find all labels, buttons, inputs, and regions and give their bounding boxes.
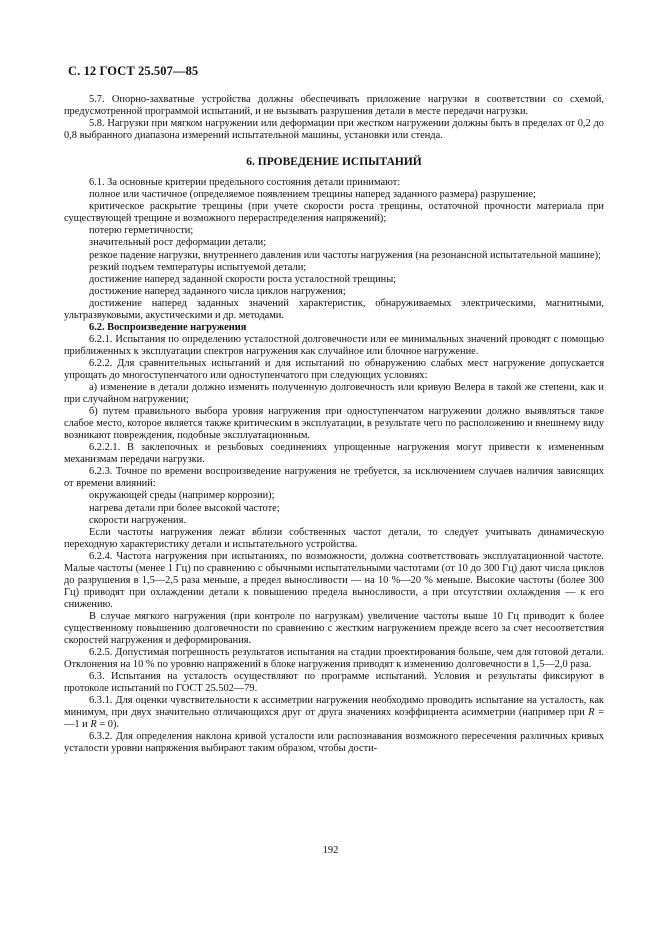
paragraph-6-3-2: 6.3.2. Для определения наклона кривой усталости или распознавания возможного пересечения различных кривых усталости уровни напряжения выбирают таким образом, чтобы дости- [64,731,604,755]
page-header: С. 12 ГОСТ 25.507—85 [68,64,199,78]
paragraph-6-3: 6.3. Испытания на усталость осуществляют по программе испытаний. Условия и результаты фиксируют в протоколе испытаний по ГОСТ 25.502—79. [64,671,604,695]
criterion-item: резкое падение нагрузки, внутреннего давления или частоты нагружения (на резонансной испытательной машине); [89,249,601,261]
paragraph-6-2-2: 6.2.2. Для сравнительных испытаний и для испытаний по обнаружению слабых мест нагружение допускается упрощать до многоступенчатого или одноступенчатого при следующих условиях: [64,357,604,381]
criterion-item: потерю герметичности; [89,225,194,237]
criterion-item: достижение наперед заданной скорости роста усталостной трещины; [89,273,397,285]
paragraph-6-2-2-a: а) изменение в детали должно изменять полученную долговечность или кривую Велера в такой же степени, как и при случайном нагружении; [64,382,604,406]
paragraph-6-2-3: 6.2.3. Точное по времени воспроизведение нагружения не требуется, за исключением случаев наличия зависящих от времени влияний: [64,466,604,490]
criterion-item: достижение наперед заданных значений характеристик, обнаруживаемых электрическими, магнитными, ультразвуковыми, акустическими и др. методами. [64,297,604,321]
section-heading: 6. ПРОВЕДЕНИЕ ИСПЫТАНИЙ [246,156,422,169]
paragraph-soft-loading: В случае мягкого нагружения (при контроле по нагрузкам) увеличение частоты выше 10 Гц приводит к более существенному повышению долговечности по сравнению с жестким нагружением прежде всего за счет несоответствия скоростей нагружения и деформирования. [64,610,604,647]
symbol-r: R [588,707,595,719]
paragraph-6-1: 6.1. За основные критерии предельного состояния детали принимают: [89,177,401,189]
paragraph-5-7: 5.7. Опорно-захватные устройства должны обеспечивать приложение нагрузки в соответствии со схемой, предусмотренной программой испытаний, и не вызывать разрушения детали в месте передачи нагрузки. [64,94,604,118]
paragraph-6-2-2-b: б) путем правильного выбора уровня нагружения при одноступенчатом нагружении должно выявляться такое слабое место, которое является также критическим в эксплуатации, в результате чего по расположению и внешнему виду возникают повреждения, подобные эксплуатационным. [64,406,604,442]
criterion-item: критическое раскрытие трещины (при учете скорости роста трещины, остаточной прочности материала при существующей трещине и возможного перераспределения напряжений); [64,201,604,225]
paragraph-6-2-1: 6.2.1. Испытания по определению усталостной долговечности или ее минимальных значений проводят с помощью приближенных к эксплуатации спектров нагружения как случайное или блочное нагружение. [64,333,604,357]
influence-item: скорости нагружения. [89,514,186,526]
document-body [64,94,604,755]
symbol-r: R [90,719,97,731]
paragraph-6-2-5: 6.2.5. Допустимая погрешность результатов испытания на стадии проектирования больше, чем для готовой детали. Отклонения на 10 % по уровню напряжений в блоке нагружения приводят к изменению долговечности в 1,5—2,0 раза. [64,647,604,671]
paragraph-6-2-2-1: 6.2.2.1. В заклепочных и резьбовых соединениях упрощенные нагружения могут привести к измененным механизмам передачи нагрузки. [64,442,604,466]
influence-item: нагрева детали при более высокой частоте; [89,502,280,514]
criterion-item: достижение наперед заданного числа циклов нагружения; [89,285,346,297]
influence-item: окружающей среды (например коррозии); [89,490,275,502]
text-run: = 0). [96,719,120,731]
criterion-item: резкий подъем температуры испытуемой детали; [89,261,307,273]
criterion-item: значительный рост деформации детали; [89,237,267,249]
paragraph-6-3-1 [64,695,604,731]
text-run: 6.3.1. Для оценки чувствительности к ассиметрии нагружения необходимо проводить испытание на усталость, как минимум, при двух значительно отличающихся друг от друга значениях коэффициента асимметрии (например при [64,695,604,719]
paragraph-5-8: 5.8. Нагрузки при мягком нагружении или деформации при жестком нагружении должны быть в пределах от 0,2 до 0,8 выбранного диапазона измерений испытательной машины, установки или стенда. [64,118,604,142]
page-number: 192 [322,845,339,856]
text-run: = —1 и [64,707,604,731]
criterion-item: полное или частичное (определяемое появлением трещины наперед заданного размера) разрушение; [89,189,536,201]
paragraph-6-2-4: 6.2.4. Частота нагружения при испытаниях, по возможности, должна соответствовать эксплуатационной частоте. Малые частоты (менее 1 Гц) по сравнению с обычными испытательными частотами (от 10 до 300 Гц) дают числа циклов до разрушения в 1,5—2,5 раза меньше, а предел выносливости — на 10 %—20 % меньше. Высокие частоты (более 300 Гц) приводят при охлаждении детали к повышению предела выносливости, а при отсутствии охлаждения — к его снижению. [64,550,604,610]
paragraph-frequency: Если частоты нагружения лежат вблизи собственных частот детали, то следует учитывать динамическую переходную характеристику детали и испытательного устройства. [64,526,604,550]
subsection-heading: 6.2. Воспроизведение нагружения [89,321,247,333]
